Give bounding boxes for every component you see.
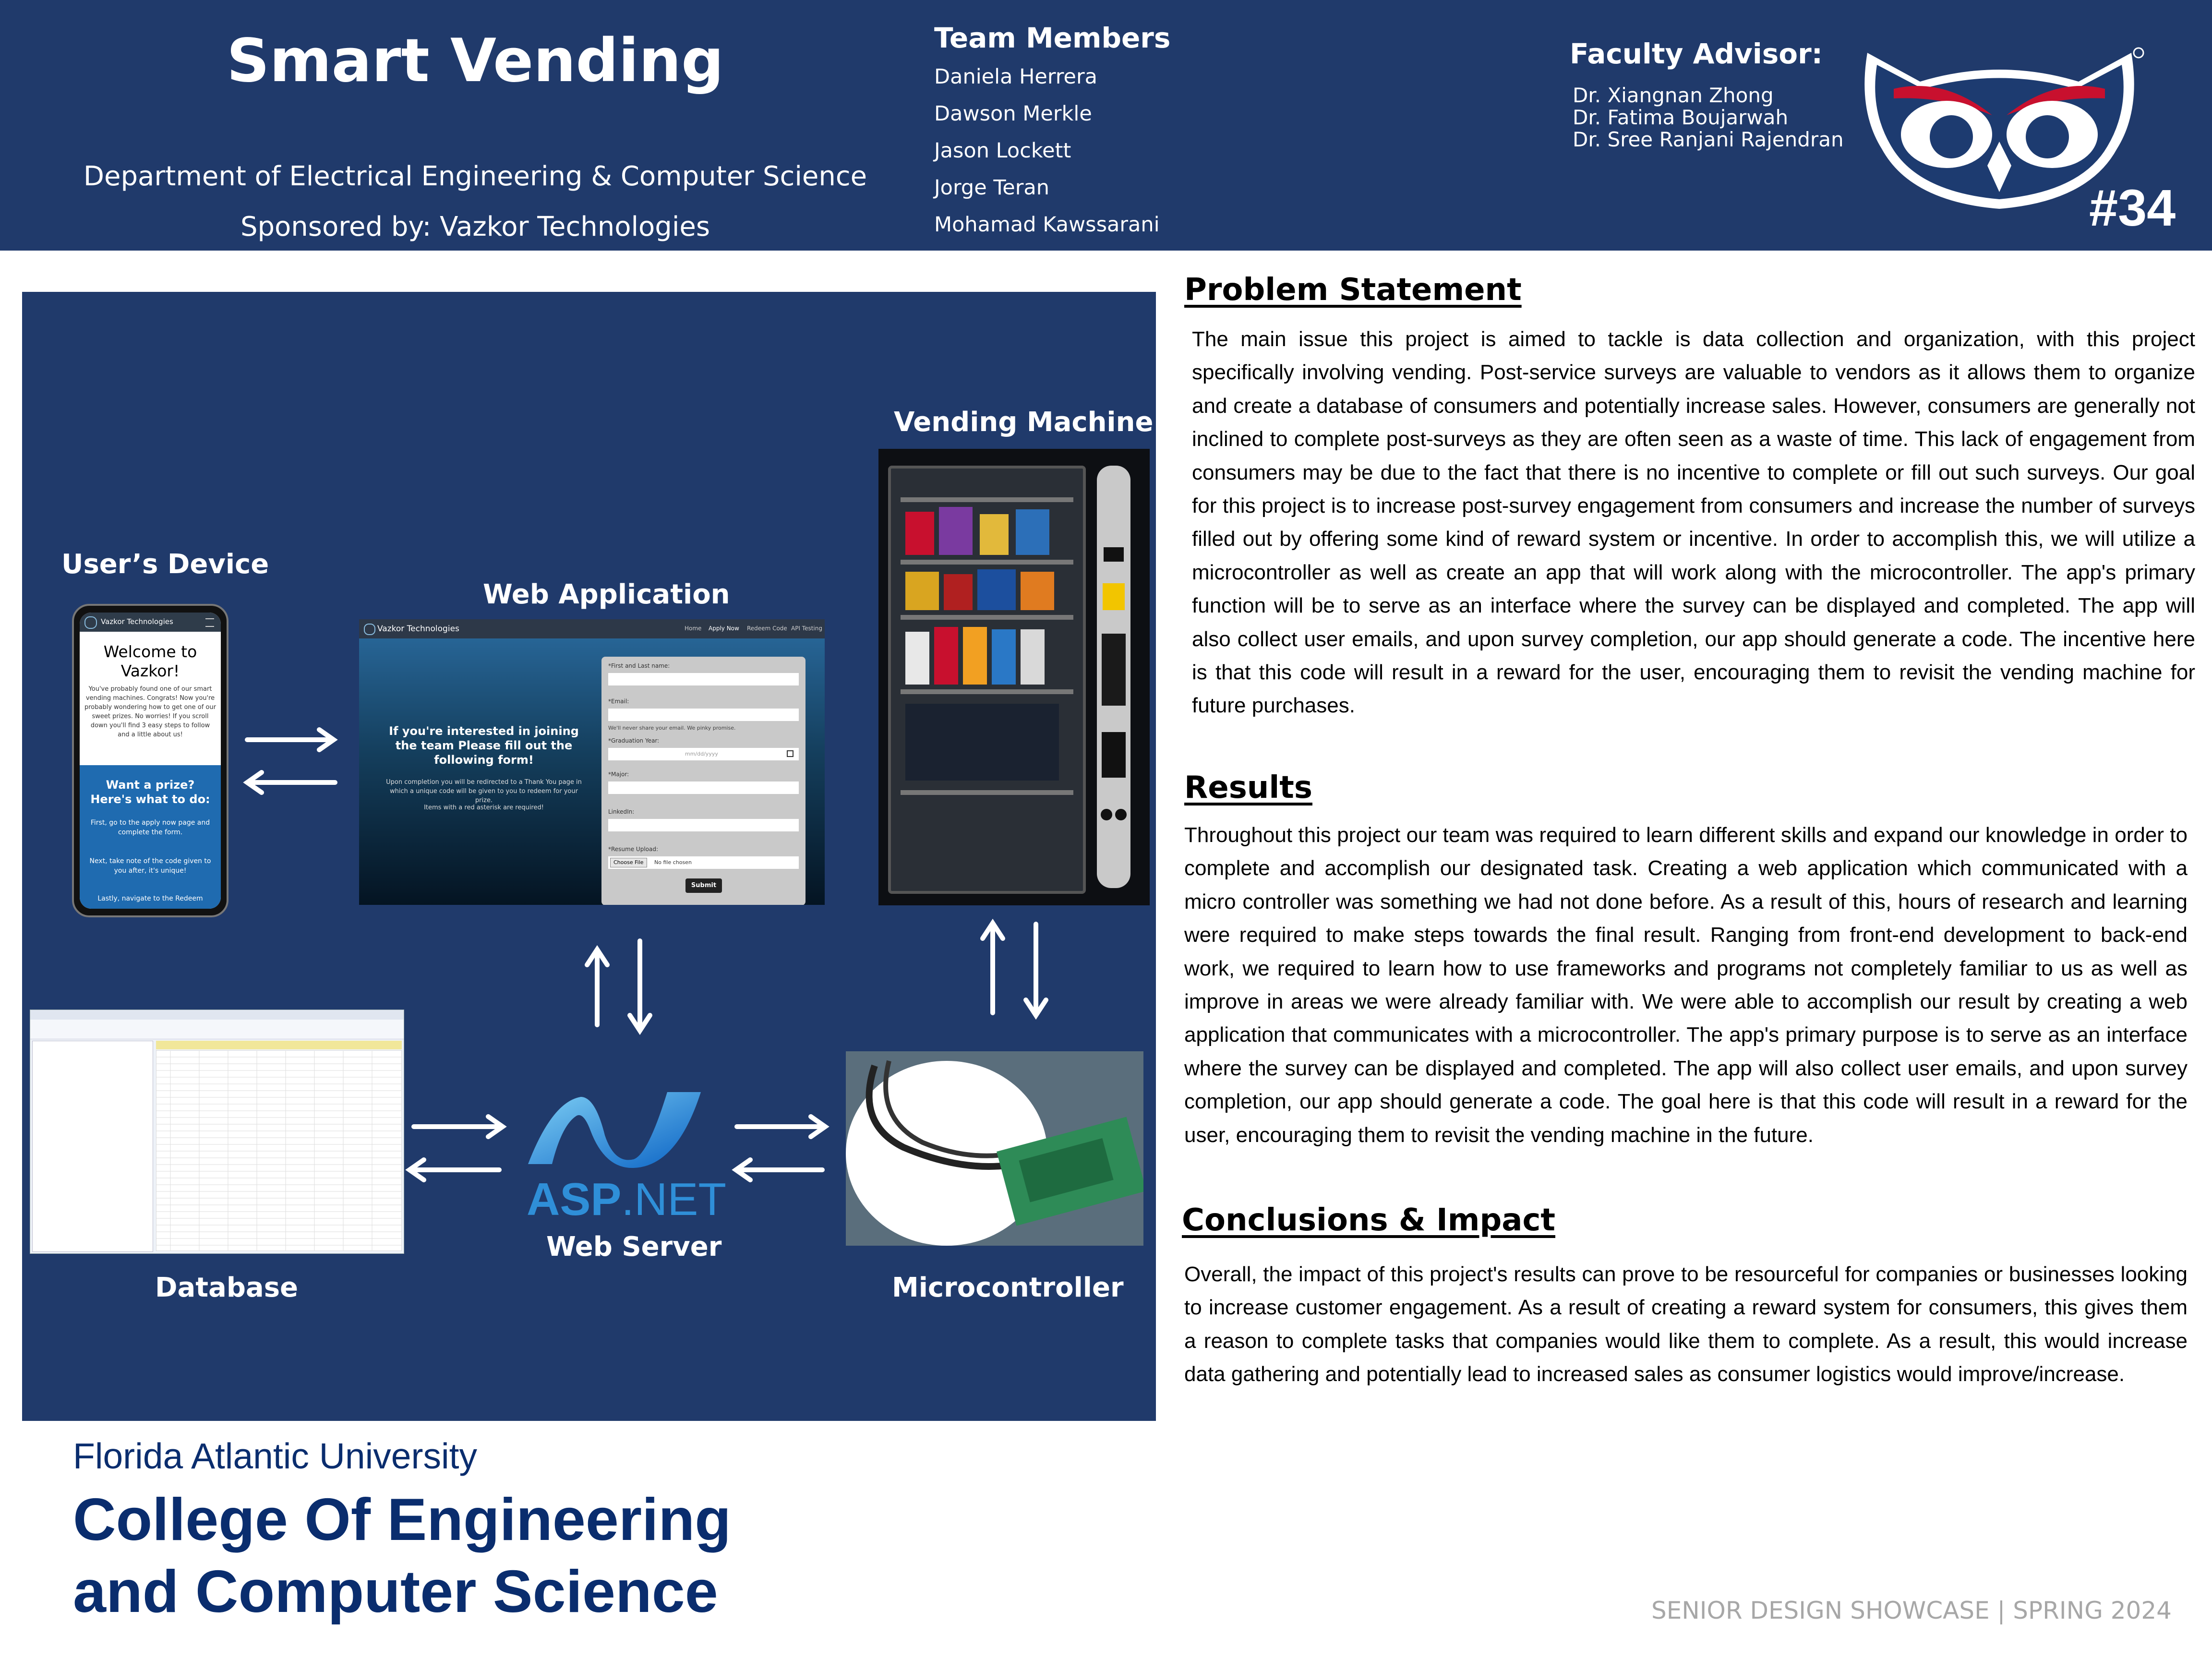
choose-file-button[interactable]: Choose File (610, 858, 647, 867)
vending-glass-front (888, 466, 1086, 894)
button-icon[interactable] (1115, 809, 1127, 820)
button-icon[interactable] (1101, 809, 1112, 820)
department: Department of Electrical Engineering & Computer Science (83, 161, 867, 192)
webapp-headline: If you're interested in joining the team Please fill out the following form! (389, 724, 579, 767)
webapp-subtext: Upon completion you will be redirected to a Thank You page in which a unique code will be given to you to redeem for your prize. (386, 779, 582, 804)
faculty-advisor-heading: Faculty Advisor: (1570, 37, 1823, 70)
team-members-heading: Team Members (934, 22, 1171, 54)
vending-machine-photo (878, 449, 1150, 905)
field-label-resume: *Resume Upload: (608, 846, 659, 853)
team-member: Dawson Merkle (934, 102, 1092, 126)
poster-title: Smart Vending (227, 26, 724, 96)
web-app-screenshot (359, 619, 825, 905)
conclusions-text: Overall, the impact of this project's results can prove to be resourceful for companies or businesses looking to increase customer engagement. As a result of creating a reward system for consumers, this gives them a reason to complete tasks that companies would like them to complete. As a result, this would increase data gathering and potentially lead to increased sales as consumer logistics would improve/increase. (1184, 1262, 2188, 1386)
field-label-email: *Email: (608, 698, 629, 705)
poster-number: #34 (2089, 179, 2176, 237)
step-3: Lastly, navigate to the Redeem (97, 895, 203, 902)
nav-home[interactable]: Home (685, 625, 702, 632)
phone-welcome: Welcome to Vazkor! (103, 642, 197, 680)
brand-logo-icon (364, 624, 375, 635)
cable-illustration (846, 1051, 1143, 1246)
database-screenshot (30, 1010, 404, 1254)
showcase-label: SENIOR DESIGN SHOWCASE | SPRING 2024 (1651, 1597, 2172, 1624)
results-text: Throughout this project our team was required to learn different skills and expand our knowledge in order to complete and accomplish our designated task. Creating a web application which communicated with a micro controller was something we had not done before. As a result of this, hours of research and learning were required to make steps towards the final result. Ranging from front-end development to back-end work, we required to learn how to use frameworks and programs not completely familiar to us as well as improve in areas we were already familiar with. We were able to accomplish our result by creating a web application that communicates with a microcontroller. The app's primary purpose is to serve as an interface where the survey can be displayed and completed. The app will also collect user emails, and upon survey completion, our app should generate a code. The goal here is that this code will result in a reward for the user, encouraging them to revisit the vending machine in the future. (1184, 823, 2188, 1147)
brand-logo-icon (84, 616, 97, 629)
database-label: Database (155, 1272, 299, 1303)
resume-file-input[interactable] (608, 856, 799, 869)
keypad[interactable] (1102, 634, 1126, 706)
sponsor: Sponsored by: Vazkor Technologies (240, 211, 710, 242)
college-name-line1: College Of Engineering (73, 1487, 732, 1553)
name-input[interactable] (608, 673, 799, 685)
vending-machine-label: Vending Machine (894, 407, 1154, 438)
query-tab[interactable] (156, 1041, 402, 1049)
results-grid[interactable] (156, 1050, 402, 1251)
graduation-date-input[interactable] (608, 748, 799, 760)
object-explorer[interactable] (32, 1041, 153, 1252)
advisor: Dr. Fatima Boujarwah (1573, 106, 1789, 129)
problem-statement-title: Problem Statement (1184, 272, 1522, 308)
prize-heading: Want a prize? Here's what to do: (90, 778, 210, 806)
major-input[interactable] (608, 781, 799, 794)
web-application-label: Web Application (483, 579, 730, 610)
team-member: Mohamad Kawssarani (934, 213, 1160, 237)
aspnet-asp: ASP (527, 1174, 622, 1225)
nav-api-testing[interactable]: API Testing (791, 625, 822, 632)
webapp-brand: Vazkor Technologies (377, 624, 459, 634)
advisor: Dr. Xiangnan Zhong (1573, 84, 1774, 107)
no-file-chosen: No file chosen (654, 859, 692, 866)
field-label-name: *First and Last name: (608, 662, 670, 669)
email-note: We'll never share your email. We pinky promise. (608, 725, 736, 731)
problem-statement-text: The main issue this project is aimed to tackle is data collection and organization, with this project specifically involving vending. Post-service surveys are valuable to vendors as it allows them to organize and create a database of consumers and potentially increase sales. However, consumers are generally not inclined to complete post-surveys as they are often seen as a waste of time. This lack of engagement from consumers may be due to the fact that there is no incentive to complete or fill out such surveys. Our goal for this project is to increase post-survey engagement from consumers and increase the number of surveys filled out by offering some kind of reward system or incentive. In order to accomplish this, we will utilize a microcontroller as well as create an app that will work along with the microcontroller. The app's primary function will be to serve as an interface where the survey can be displayed and completed. The app will also collect user emails, and upon survey completion, our app should generate a code. The incentive here is that this code will result in a reward for the user, encouraging them to revisit the vending machine for future purchases. (1192, 327, 2195, 718)
team-member: Jason Lockett (934, 139, 1071, 163)
team-member: Daniela Herrera (934, 65, 1098, 89)
submit-button[interactable]: Submit (685, 878, 722, 893)
results-title: Results (1184, 770, 1312, 805)
application-form (601, 657, 805, 905)
date-placeholder: mm/dd/yyyy (685, 751, 718, 757)
field-label-major: *Major: (608, 771, 629, 778)
field-label-graduation: *Graduation Year: (608, 737, 660, 744)
web-server-label: Web Server (546, 1231, 722, 1262)
college-name-line2: and Computer Science (73, 1559, 718, 1625)
nav-redeem-code[interactable]: Redeem Code (747, 625, 787, 632)
aspnet-net: .NET (621, 1174, 727, 1225)
aspnet-wordmark (527, 1173, 726, 1226)
display-screen (1104, 547, 1124, 562)
field-label-linkedin: LinkedIn: (608, 808, 635, 815)
step-2: Next, take note of the code given to you after, it's unique! (89, 857, 211, 875)
email-input[interactable] (608, 709, 799, 721)
phone-brand: Vazkor Technologies (101, 617, 173, 626)
calendar-icon[interactable] (787, 750, 793, 757)
menu-icon[interactable] (205, 618, 214, 627)
nav-apply-now[interactable]: Apply Now (709, 625, 739, 632)
aspnet-logo-icon (523, 1082, 715, 1169)
users-device-label: User’s Device (61, 549, 269, 580)
university-name: Florida Atlantic University (73, 1436, 477, 1476)
linkedin-input[interactable] (608, 819, 799, 831)
header-banner (0, 0, 2212, 251)
phone-intro: You've probably found one of our smart vending machines. Congrats! Now you're probably wondering how to get one of our sweet prizes. No worries! If you scroll down you'll find 3 easy steps to follow and a little about us! (84, 685, 216, 738)
vending-control-panel (1097, 466, 1130, 888)
microcontroller-photo (846, 1051, 1143, 1246)
coin-slot[interactable] (1102, 732, 1126, 778)
microcontroller-label: Microcontroller (892, 1272, 1124, 1303)
webapp-required-note: Items with a red asterisk are required! (424, 804, 544, 811)
phone-screenshot (72, 604, 228, 917)
step-1: First, go to the apply now page and complete the form. (90, 819, 210, 836)
bill-acceptor-icon (1103, 583, 1125, 610)
advisor: Dr. Sree Ranjani Rajendran (1573, 128, 1844, 151)
conclusions-title: Conclusions & Impact (1182, 1202, 1555, 1238)
team-member: Jorge Teran (934, 176, 1050, 200)
